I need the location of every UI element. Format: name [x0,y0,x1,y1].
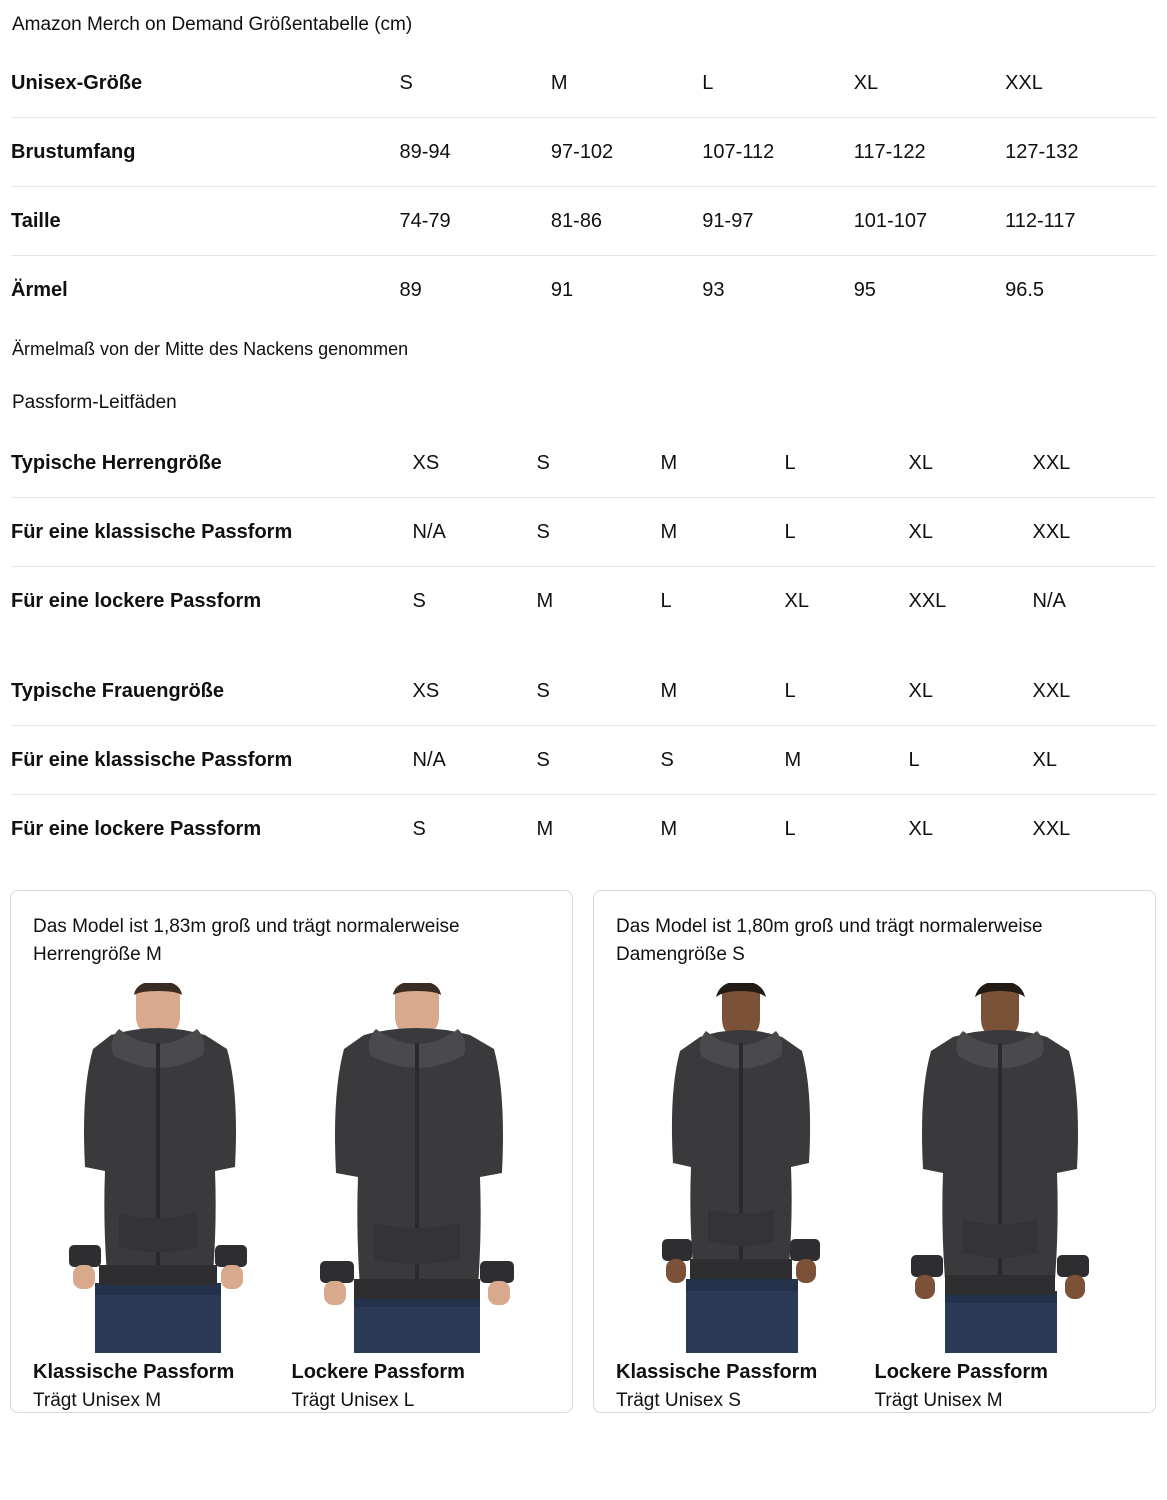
womens-model-card [593,890,1156,1413]
cell: XXL [1005,49,1156,118]
fit-subtitle: Trägt Unisex L [291,1390,415,1411]
cell: XS [413,429,537,498]
fit-title: Lockere Passform [874,1361,1048,1383]
row-label: Typische Frauengröße [11,657,413,726]
cell: M [661,657,785,726]
row-label: Typische Herrengröße [11,429,413,498]
cell: XXL [1033,429,1157,498]
row-label: Ärmel [11,278,68,301]
cell: XXL [1033,498,1157,567]
cell: 93 [702,278,725,301]
model-caption: Das Model ist 1,80m groß und trägt normalerweise Damengröße S [616,916,1043,965]
row-label: Brustumfang [11,118,400,187]
cell: M [536,589,554,612]
sleeve-measure-note: Ärmelmaß von der Mitte des Nackens genommen [12,339,409,359]
cell: L [785,498,909,567]
cell: S [412,589,426,612]
fit-guides-heading: Passform-Leitfäden [12,392,177,413]
hoodie-photo-men-classic [33,983,292,1353]
cell: XL [908,817,933,840]
table-row [11,187,1157,256]
cell: 117-122 [854,118,1005,187]
model-figures [616,983,1133,1412]
cell: L [785,657,909,726]
size-chart-table [10,48,1157,325]
cell: XL [1033,726,1157,795]
cell: L [702,49,853,118]
cell: XL [909,429,1033,498]
figure-relaxed-fit-women [875,983,1134,1412]
cell: 91 [550,278,574,301]
cell: XXL [1032,817,1071,840]
cell: 97-102 [551,118,702,187]
mens-fit-guide-table [10,428,1157,636]
cell: S [661,726,785,795]
hoodie-photo-women-classic [616,983,875,1353]
cell: S [537,429,661,498]
cell: 74-79 [400,187,551,256]
row-label: Für eine lockere Passform [11,817,262,840]
cell: L [784,817,796,840]
row-label: Unisex-Größe [11,49,400,118]
table-row [11,726,1157,795]
fit-title: Lockere Passform [291,1361,465,1383]
cell: 101-107 [854,187,1005,256]
table-row [11,498,1157,567]
cell: 127-132 [1005,118,1156,187]
cell: 91-97 [702,187,853,256]
cell: S [412,817,426,840]
fit-title: Klassische Passform [616,1361,818,1383]
cell: XXL [908,589,947,612]
cell: M [551,49,702,118]
cell: 95 [853,278,876,301]
cell: 96.5 [1005,278,1045,301]
cell: XL [854,49,1005,118]
row-label: Taille [11,187,400,256]
cell: XL [784,589,809,612]
cell: 89-94 [400,118,551,187]
cell: L [785,429,909,498]
cell: S [537,498,661,567]
cell: S [400,49,551,118]
spacer [10,636,1157,656]
fit-subtitle: Trägt Unisex S [616,1390,741,1411]
table-row [11,657,1157,726]
model-figures [33,983,550,1412]
model-caption: Das Model ist 1,83m groß und trägt normalerweise Herrengröße M [33,916,460,965]
row-label: Für eine klassische Passform [11,726,413,795]
cell: 89 [399,278,422,301]
model-cards [10,890,1157,1413]
cell: M [536,817,554,840]
fit-subtitle: Trägt Unisex M [874,1390,1003,1411]
figure-relaxed-fit-men [292,983,551,1412]
cell: 107-112 [702,118,853,187]
table-row [11,795,1157,864]
fit-subtitle: Trägt Unisex M [33,1390,162,1411]
fit-title: Klassische Passform [33,1361,235,1383]
table-row [11,429,1157,498]
page-title: Amazon Merch on Demand Größentabelle (cm) [12,14,413,35]
cell: S [537,657,661,726]
table-row [11,567,1157,636]
cell: 81-86 [551,187,702,256]
cell: XL [909,498,1033,567]
table-row [11,49,1157,118]
cell: M [661,429,785,498]
womens-fit-guide-table [10,656,1157,864]
mens-model-card [10,890,573,1413]
cell: L [660,589,672,612]
cell: M [661,498,785,567]
cell: XL [909,657,1033,726]
cell: 112-117 [1005,187,1156,256]
cell: XS [413,657,537,726]
cell: S [537,726,661,795]
cell: L [909,726,1033,795]
hoodie-photo-men-relaxed [292,983,551,1353]
cell: N/A [413,726,537,795]
cell: XXL [1033,657,1157,726]
cell: N/A [413,498,537,567]
table-row [11,256,1157,325]
hoodie-photo-women-relaxed [875,983,1134,1353]
cell: M [785,726,909,795]
row-label: Für eine klassische Passform [11,498,413,567]
table-row [11,118,1157,187]
row-label: Für eine lockere Passform [11,589,262,612]
figure-classic-fit-men [33,983,292,1412]
cell: N/A [1032,589,1066,612]
cell: M [660,817,678,840]
figure-classic-fit-women [616,983,875,1412]
